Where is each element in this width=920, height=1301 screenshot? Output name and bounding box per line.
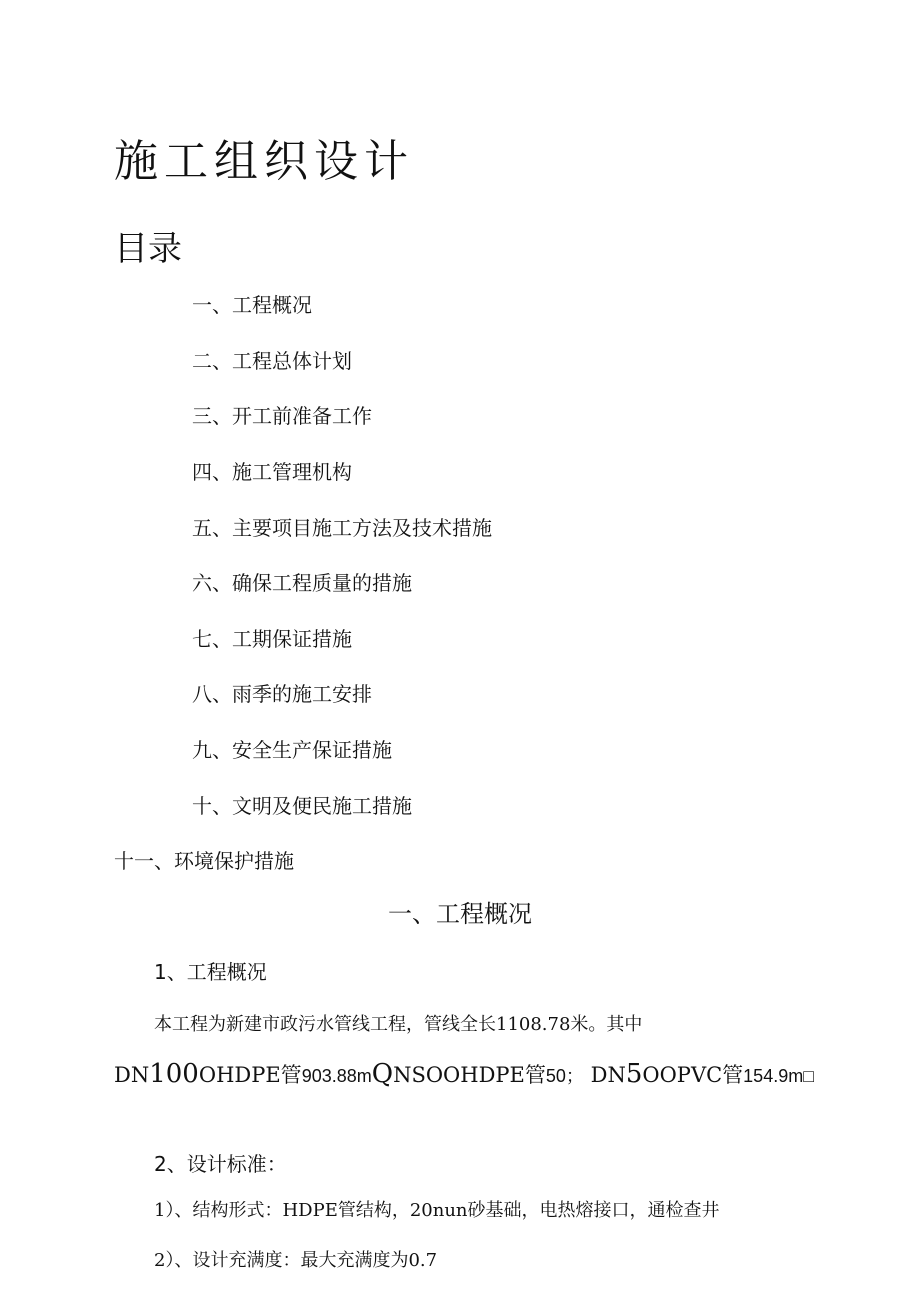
toc-item-9[interactable]: 九、安全生产保证措施 — [192, 738, 392, 762]
toc-item-2[interactable]: 二、工程总体计划 — [192, 349, 352, 373]
spec-part: 154.9m□ — [743, 1066, 815, 1086]
spec-part: NSOOHDPE管 — [393, 1063, 546, 1087]
design-standard-item-2: 2）、设计充满度：最大充满度为0.7 — [154, 1250, 438, 1271]
toc-item-4[interactable]: 四、施工管理机构 — [192, 460, 352, 484]
toc-heading: 目录 — [114, 229, 182, 269]
subsection-heading-design-standard: 2、设计标准： — [154, 1152, 287, 1176]
toc-item-7[interactable]: 七、工期保证措施 — [192, 627, 352, 651]
spec-part: OHDPE管 — [198, 1063, 302, 1087]
spec-part: 100 — [149, 1059, 199, 1089]
spec-part: 50； — [545, 1066, 584, 1086]
spec-part: 5 — [625, 1059, 643, 1089]
design-standard-item-1: 1）、结构形式：HDPE管结构，20nun砂基础，电热熔接口，通检查井 — [154, 1200, 720, 1221]
toc-item-1[interactable]: 一、工程概况 — [192, 293, 312, 317]
spec-part: OOPVC管 — [642, 1063, 744, 1087]
subsection-heading-overview: 1、工程概况 — [154, 960, 267, 984]
toc-item-8[interactable]: 八、雨季的施工安排 — [192, 682, 372, 706]
spec-part: DN — [114, 1063, 150, 1087]
toc-item-3[interactable]: 三、开工前准备工作 — [192, 404, 372, 428]
spec-part: 903.88m — [301, 1066, 372, 1086]
document-title: 施工组织设计 — [114, 136, 414, 187]
overview-paragraph: 本工程为新建市政污水管线工程，管线全长1108.78米。其中 — [154, 1014, 643, 1035]
toc-item-10[interactable]: 十、文明及便民施工措施 — [192, 794, 412, 818]
section-title: 一、工程概况 — [388, 900, 532, 928]
spec-part: DN — [590, 1063, 626, 1087]
toc-item-6[interactable]: 六、确保工程质量的措施 — [192, 571, 412, 595]
spec-part: Q — [371, 1059, 394, 1089]
pipe-spec-line — [114, 1058, 814, 1092]
toc-item-11[interactable]: 十一、环境保护措施 — [114, 849, 294, 873]
toc-item-5[interactable]: 五、主要项目施工方法及技术措施 — [192, 516, 492, 540]
